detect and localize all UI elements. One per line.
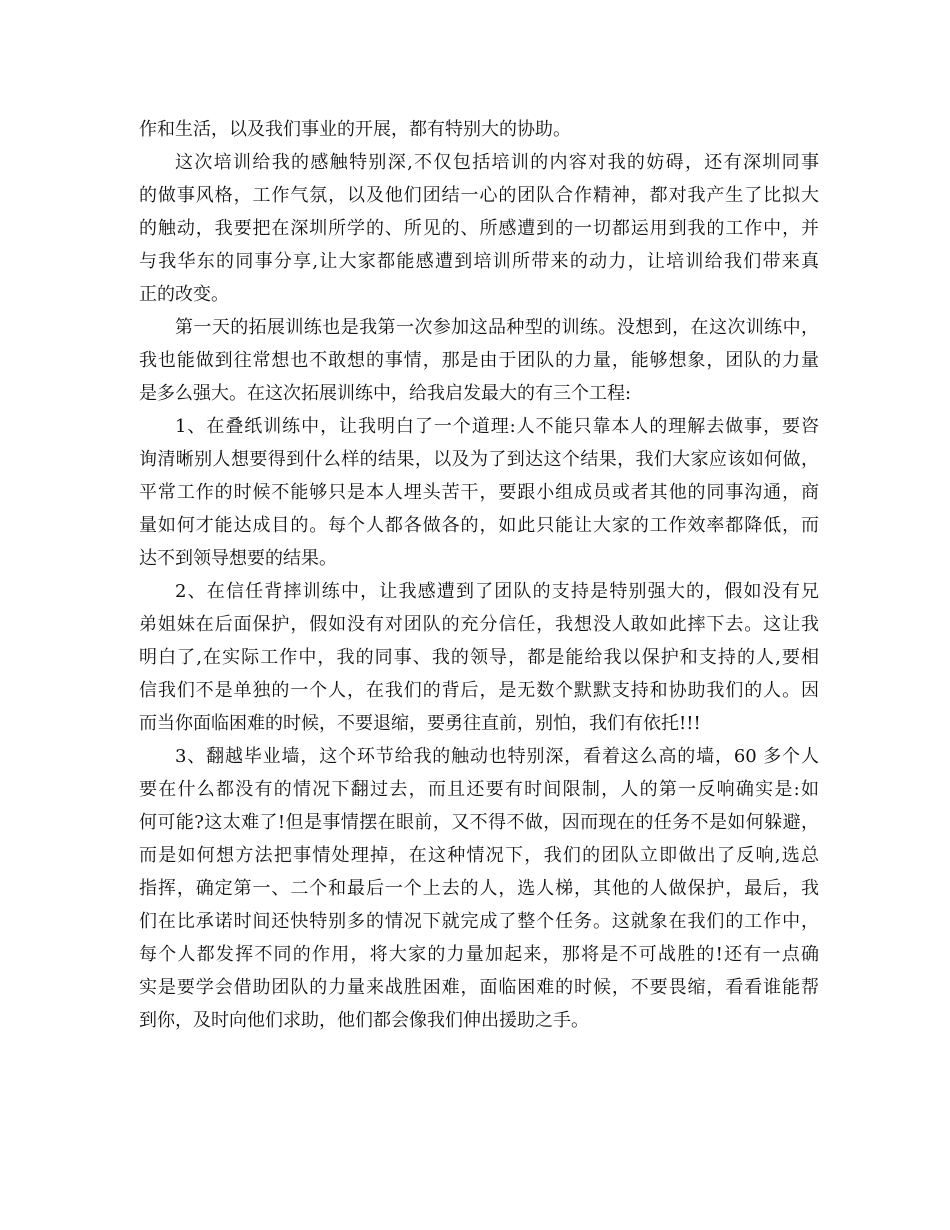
text-line: 是多么强大。在这次拓展训练中，给我启发最大的有三个工程: [139,383,632,404]
paragraph [139,410,819,575]
text-line: 询清晰别人想要得到什么样的结果，以及为了到达这个结果，我们大家应该如何做， [139,449,819,470]
text-line: 而是如何想方法把事情处理掉，在这种情况下，我们的团队立即做出了反响,选总 [139,845,819,866]
text-line: 与我华东的同事分享,让大家都能感遭到培训所带来的动力，让培训给我们带来真 [139,251,819,272]
text-line: 量如何才能达成目的。每个人都各做各的，如此只能让大家的工作效率都降低，而 [139,515,819,536]
text-line: 这次培训给我的感触特别深,不仅包括培训的内容对我的妨碍，还有深圳同事 [175,152,819,173]
text-line: 弟姐妹在后面保护，假如没有对团队的充分信任，我想没人敢如此摔下去。这让我 [139,614,819,635]
text-line: 作和生活，以及我们事业的开展，都有特别大的协助。 [139,119,571,140]
paragraph [139,740,819,1037]
text-line: 的触动，我要把在深圳所学的、所见的、所感遭到的一切都运用到我的工作中，并 [139,218,819,239]
document-page [139,113,819,1037]
text-line: 3、翻越毕业墙，这个环节给我的触动也特别深，看着这么高的墙，60 多个人 [175,746,819,767]
text-line: 2、在信任背摔训练中，让我感遭到了团队的支持是特别强大的，假如没有兄 [175,581,819,602]
text-line: 1、在叠纸训练中，让我明白了一个道理:人不能只靠本人的理解去做事，要咨 [175,416,819,437]
text-line: 每个人都发挥不同的作用，将大家的力量加起来，那将是不可战胜的!还有一点确 [139,944,819,965]
text-line: 何可能?这太难了!但是事情摆在眼前，又不得不做，因而现在的任务不是如何躲避， [139,812,819,833]
text-line: 第一天的拓展训练也是我第一次参加这品种型的训练。没想到，在这次训练中， [175,317,819,338]
paragraph [139,146,819,311]
text-line: 的做事风格，工作气氛，以及他们团结一心的团队合作精神，都对我产生了比拟大 [139,185,819,206]
text-line: 而当你面临困难的时候，不要退缩，要勇往直前，别怕，我们有依托!!! [139,713,701,734]
text-line: 信我们不是单独的一个人，在我们的背后，是无数个默默支持和协助我们的人。因 [139,680,819,701]
text-line: 要在什么都没有的情况下翻过去，而且还要有时间限制，人的第一反响确实是:如 [139,779,819,800]
text-line: 平常工作的时候不能够只是本人埋头苦干，要跟小组成员或者其他的同事沟通，商 [139,482,819,503]
text-line: 到你，及时向他们求助，他们都会像我们伸出援助之手。 [139,1010,589,1031]
paragraph [139,311,819,410]
text-line: 明白了,在实际工作中，我的同事、我的领导，都是能给我以保护和支持的人,要相 [139,647,819,668]
paragraph [139,113,819,146]
text-line: 正的改变。 [139,284,229,305]
text-line: 达不到领导想要的结果。 [139,548,337,569]
text-line: 我也能做到往常想也不敢想的事情，那是由于团队的力量，能够想象，团队的力量 [139,350,819,371]
text-line: 们在比承诺时间还快特别多的情况下就完成了整个任务。这就象在我们的工作中， [139,911,819,932]
text-line: 实是要学会借助团队的力量来战胜困难，面临困难的时候，不要畏缩，看看谁能帮 [139,977,819,998]
text-line: 指挥，确定第一、二个和最后一个上去的人，选人梯，其他的人做保护，最后，我 [139,878,819,899]
paragraph [139,575,819,740]
